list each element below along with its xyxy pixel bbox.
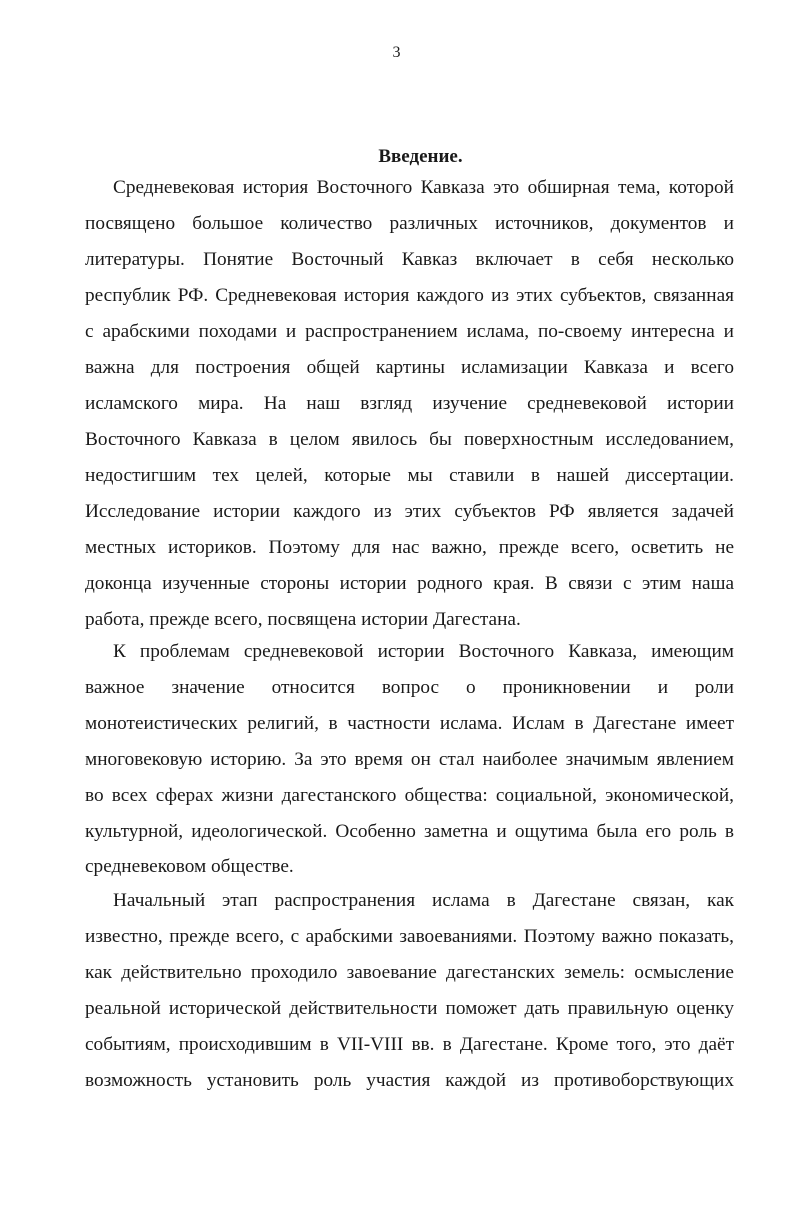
paragraph-1-line: Исследование истории каждого из этих субъектов РФ является задачей — [85, 501, 734, 522]
page-number: 3 — [392, 44, 401, 61]
paragraph-3-line: возможность установить роль участия каждой из противоборствующих — [85, 1070, 734, 1091]
paragraph-2-line: многовековую историю. За это время он стал наиболее значимым явлением — [85, 749, 734, 770]
section-heading: Введение. — [378, 146, 463, 167]
paragraph-3-line: Начальный этап распространения ислама в Дагестане связан, как — [113, 890, 734, 911]
paragraph-2-line: монотеистических религий, в частности ислама. Ислам в Дагестане имеет — [85, 713, 734, 734]
paragraph-1-line: местных историков. Поэтому для нас важно, прежде всего, осветить не — [85, 537, 734, 558]
paragraph-1-line: недостигшим тех целей, которые мы ставили в нашей диссертации. — [85, 465, 734, 486]
paragraph-3-line: как действительно проходило завоевание дагестанских земель: осмысление — [85, 962, 734, 983]
paragraph-1-line: важна для построения общей картины исламизации Кавказа и всего — [85, 357, 734, 378]
paragraph-2-line: во всех сферах жизни дагестанского общества: социальной, экономической, — [85, 785, 734, 806]
paragraph-2-line: средневековом обществе. — [85, 856, 294, 877]
paragraph-1-line: доконца изученные стороны истории родного края. В связи с этим наша — [85, 573, 734, 594]
paragraph-1-line: работа, прежде всего, посвящена истории Дагестана. — [85, 609, 521, 630]
paragraph-1-line: республик РФ. Средневековая история каждого из этих субъектов, связанная — [85, 285, 734, 306]
paragraph-1-line: литературы. Понятие Восточный Кавказ включает в себя несколько — [85, 249, 734, 270]
paragraph-1-line: Восточного Кавказа в целом явилось бы поверхностным исследованием, — [85, 429, 734, 450]
paragraph-1-line: Средневековая история Восточного Кавказа это обширная тема, которой — [113, 177, 734, 198]
paragraph-3-line: реальной исторической действительности поможет дать правильную оценку — [85, 998, 734, 1019]
paragraph-1-line: посвящено большое количество различных источников, документов и — [85, 213, 734, 234]
paragraph-2-line: важное значение относится вопрос о проникновении и роли — [85, 677, 734, 698]
paragraph-1-line: исламского мира. На наш взгляд изучение средневековой истории — [85, 393, 734, 414]
paragraph-2-line: культурной, идеологической. Особенно заметна и ощутима была его роль в — [85, 821, 734, 842]
paragraph-3-line: событиям, происходившим в VII-VIII вв. в Дагестане. Кроме того, это даёт — [85, 1034, 734, 1055]
paragraph-2-line: К проблемам средневековой истории Восточного Кавказа, имеющим — [113, 641, 734, 662]
paragraph-1-line: с арабскими походами и распространением ислама, по-своему интересна и — [85, 321, 734, 342]
paragraph-3-line: известно, прежде всего, с арабскими завоеваниями. Поэтому важно показать, — [85, 926, 734, 947]
